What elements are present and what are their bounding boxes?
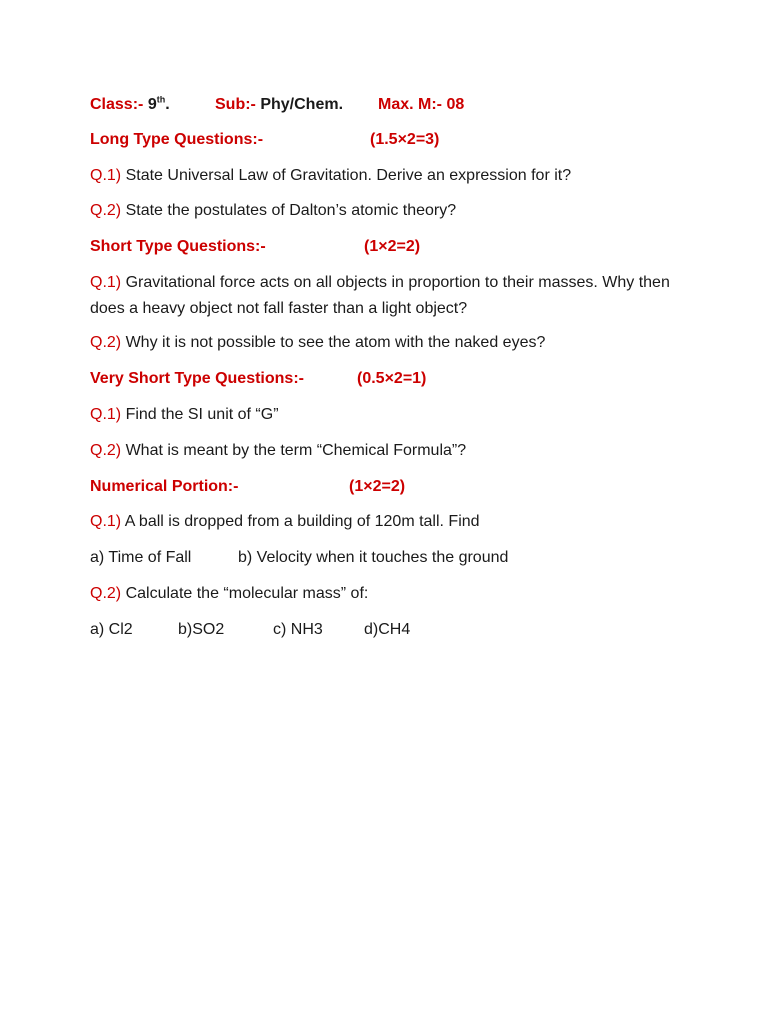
max-marks-block — [378, 95, 464, 115]
class-dot: . — [165, 96, 170, 113]
long-section-title: Long Type Questions:- — [90, 131, 264, 148]
class-number: 9 — [147, 96, 157, 113]
numerical-q2-option-c: c) NH3 — [273, 621, 323, 638]
question-number: Q.2) — [90, 334, 122, 351]
class-value — [148, 96, 170, 113]
numerical-q2-option-a: a) Cl2 — [90, 621, 133, 638]
question-number: Q.1) — [90, 167, 122, 184]
question-text: What is meant by the term “Chemical Formula”? — [125, 442, 467, 459]
long-question-2 — [90, 201, 456, 221]
question-number: Q.2) — [90, 442, 122, 459]
subject-block — [215, 95, 343, 115]
question-text: Find the SI unit of “G” — [125, 406, 279, 423]
subject-label: Sub:- — [215, 96, 256, 113]
question-number: Q.2) — [90, 202, 122, 219]
question-number: Q.2) — [90, 585, 122, 602]
question-text: Why it is not possible to see the atom with the naked eyes? — [125, 334, 546, 351]
question-text: State Universal Law of Gravitation. Derive an expression for it? — [125, 167, 572, 184]
short-section-title: Short Type Questions:- — [90, 238, 266, 255]
max-marks-value: 08 — [446, 96, 465, 113]
numerical-question-1 — [90, 512, 480, 532]
max-marks-label: Max. M:- — [378, 96, 442, 113]
numerical-question-2 — [90, 584, 368, 604]
question-text: Calculate the “molecular mass” of: — [125, 585, 369, 602]
question-text: A ball is dropped from a building of 120m tall. Find — [124, 513, 480, 530]
question-number: Q.1) — [90, 513, 122, 530]
very-short-section-title: Very Short Type Questions:- — [90, 370, 304, 387]
question-text: State the postulates of Dalton’s atomic theory? — [125, 202, 457, 219]
numerical-q2-option-b: b)SO2 — [178, 621, 225, 638]
numerical-q2-option-d: d)CH4 — [364, 621, 411, 638]
numerical-q1-option-a: a) Time of Fall — [90, 549, 192, 566]
short-section-marks: (1×2=2) — [364, 238, 421, 255]
long-question-1 — [90, 166, 571, 186]
numerical-section-marks: (1×2=2) — [349, 478, 406, 495]
very-short-question-1 — [90, 405, 279, 425]
very-short-question-2 — [90, 441, 466, 461]
short-question-1 — [90, 270, 670, 322]
question-number: Q.1) — [90, 274, 122, 291]
very-short-section-marks: (0.5×2=1) — [357, 370, 427, 387]
question-number: Q.1) — [90, 406, 122, 423]
numerical-section-title: Numerical Portion:- — [90, 478, 239, 495]
long-section-marks: (1.5×2=3) — [370, 131, 440, 148]
short-question-2 — [90, 333, 545, 353]
class-label: Class:- — [90, 96, 144, 113]
class-superscript: th — [156, 94, 166, 105]
paper-header — [90, 95, 170, 115]
question-text: Gravitational force acts on all objects in proportion to their masses. Why then does a heavy object not fall faster than a light object? — [90, 274, 670, 317]
numerical-q1-option-b: b) Velocity when it touches the ground — [238, 549, 509, 566]
subject-value: Phy/Chem. — [260, 96, 344, 113]
